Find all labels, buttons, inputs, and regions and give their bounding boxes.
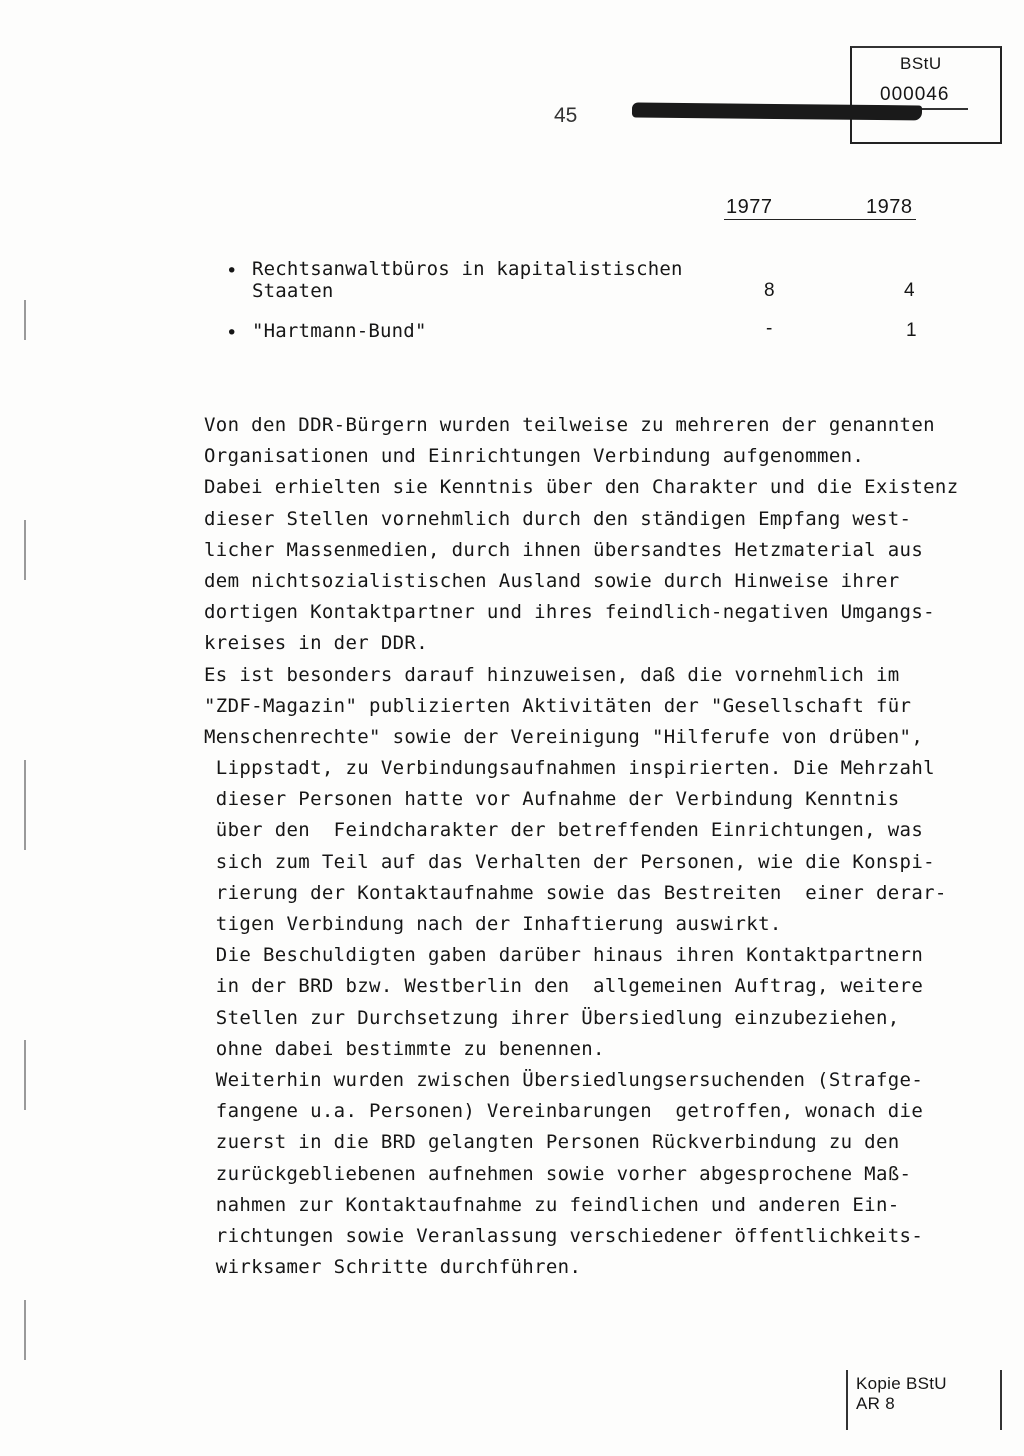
margin-mark <box>24 300 26 340</box>
row-value-1977: - <box>766 318 773 339</box>
body-line: zuerst in die BRD gelangten Personen Rückverbindung zu den <box>204 1131 900 1154</box>
copy-stamp-line: AR 8 <box>856 1394 895 1413</box>
body-line: Lippstadt, zu Verbindungsaufnahmen inspirierten. Die Mehrzahl <box>204 757 935 780</box>
body-line: Es ist besonders darauf hinzuweisen, daß die vornehmlich im <box>204 663 900 686</box>
body-line: rierung der Kontaktaufnahme sowie das Bestreiten einer derar- <box>204 881 947 904</box>
archive-stamp <box>850 46 1002 144</box>
stamp-title: BStU <box>900 54 942 73</box>
year-header-underline <box>724 219 916 220</box>
body-line: Menschenrechte" sowie der Vereinigung "Hilferufe von drüben", <box>204 725 924 748</box>
stamp-number: 000046 <box>880 84 950 105</box>
row-value-1978: 1 <box>906 320 917 341</box>
page-number: 45 <box>554 104 578 127</box>
row-label-line: Rechtsanwaltbüros in kapitalistischen <box>252 258 683 280</box>
year-1978-header: 1978 <box>866 196 913 218</box>
body-line: zurückgebliebenen aufnehmen sowie vorher abgesprochene Maß- <box>204 1162 912 1185</box>
margin-mark <box>24 520 26 580</box>
body-line: richtungen sowie Veranlassung verschiedener öffentlichkeits- <box>204 1224 924 1247</box>
body-line: ohne dabei bestimmte zu benennen. <box>204 1037 605 1060</box>
body-line: dem nichtsozialistischen Ausland sowie durch Hinweise ihrer <box>204 569 900 592</box>
row-value-1978: 4 <box>904 280 915 301</box>
body-line: dieser Personen hatte vor Aufnahme der Verbindung Kenntnis <box>204 788 900 811</box>
copy-stamp-line: Kopie BStU <box>856 1374 947 1393</box>
copy-stamp <box>846 1370 1002 1430</box>
body-line: sich zum Teil auf das Verhalten der Personen, wie die Konspi- <box>204 850 935 873</box>
body-line: Organisationen und Einrichtungen Verbindung aufgenommen. <box>204 445 865 468</box>
year-1977-header: 1977 <box>726 196 773 218</box>
body-line: Weiterhin wurden zwischen Übersiedlungsersuchenden (Strafge- <box>204 1068 924 1091</box>
body-line: in der BRD bzw. Westberlin den allgemeinen Auftrag, weitere <box>204 975 924 998</box>
body-line: licher Massenmedien, durch ihnen übersandtes Hetzmaterial aus <box>204 538 924 561</box>
body-line: über den Feindcharakter der betreffenden Einrichtungen, was <box>204 819 924 842</box>
body-line: Dabei erhielten sie Kenntnis über den Charakter und die Existenz <box>204 476 959 499</box>
body-line: dortigen Kontaktpartner und ihres feindlich-negativen Umgangs- <box>204 601 935 624</box>
row-value-1977: 8 <box>764 280 775 301</box>
body-line: kreises in der DDR. <box>204 632 428 655</box>
body-line: fangene u.a. Personen) Vereinbarungen getroffen, wonach die <box>204 1100 924 1123</box>
margin-mark <box>24 1300 26 1360</box>
body-line: Stellen zur Durchsetzung ihrer Übersiedlung einzubeziehen, <box>204 1006 900 1029</box>
body-line: "ZDF-Magazin" publizierten Aktivitäten der "Gesellschaft für <box>204 694 912 717</box>
body-text <box>204 410 994 1283</box>
body-line: dieser Stellen vornehmlich durch den ständigen Empfang west- <box>204 507 912 530</box>
body-line: wirksamer Schritte durchführen. <box>204 1256 582 1279</box>
row-label-line: Staaten <box>252 280 334 302</box>
row-bullet: • <box>226 322 238 344</box>
redaction-bar <box>632 102 922 120</box>
row-label-line: "Hartmann-Bund" <box>252 320 427 342</box>
row-bullet: • <box>226 260 238 282</box>
margin-mark <box>24 760 26 850</box>
body-line: Die Beschuldigten gaben darüber hinaus ihren Kontaktpartnern <box>204 944 924 967</box>
margin-mark <box>24 1040 26 1110</box>
body-line: Von den DDR-Bürgern wurden teilweise zu mehreren der genannten <box>204 414 935 436</box>
body-line: nahmen zur Kontaktaufnahme zu feindlichen und anderen Ein- <box>204 1193 900 1216</box>
body-line: tigen Verbindung nach der Inhaftierung auswirkt. <box>204 913 782 935</box>
